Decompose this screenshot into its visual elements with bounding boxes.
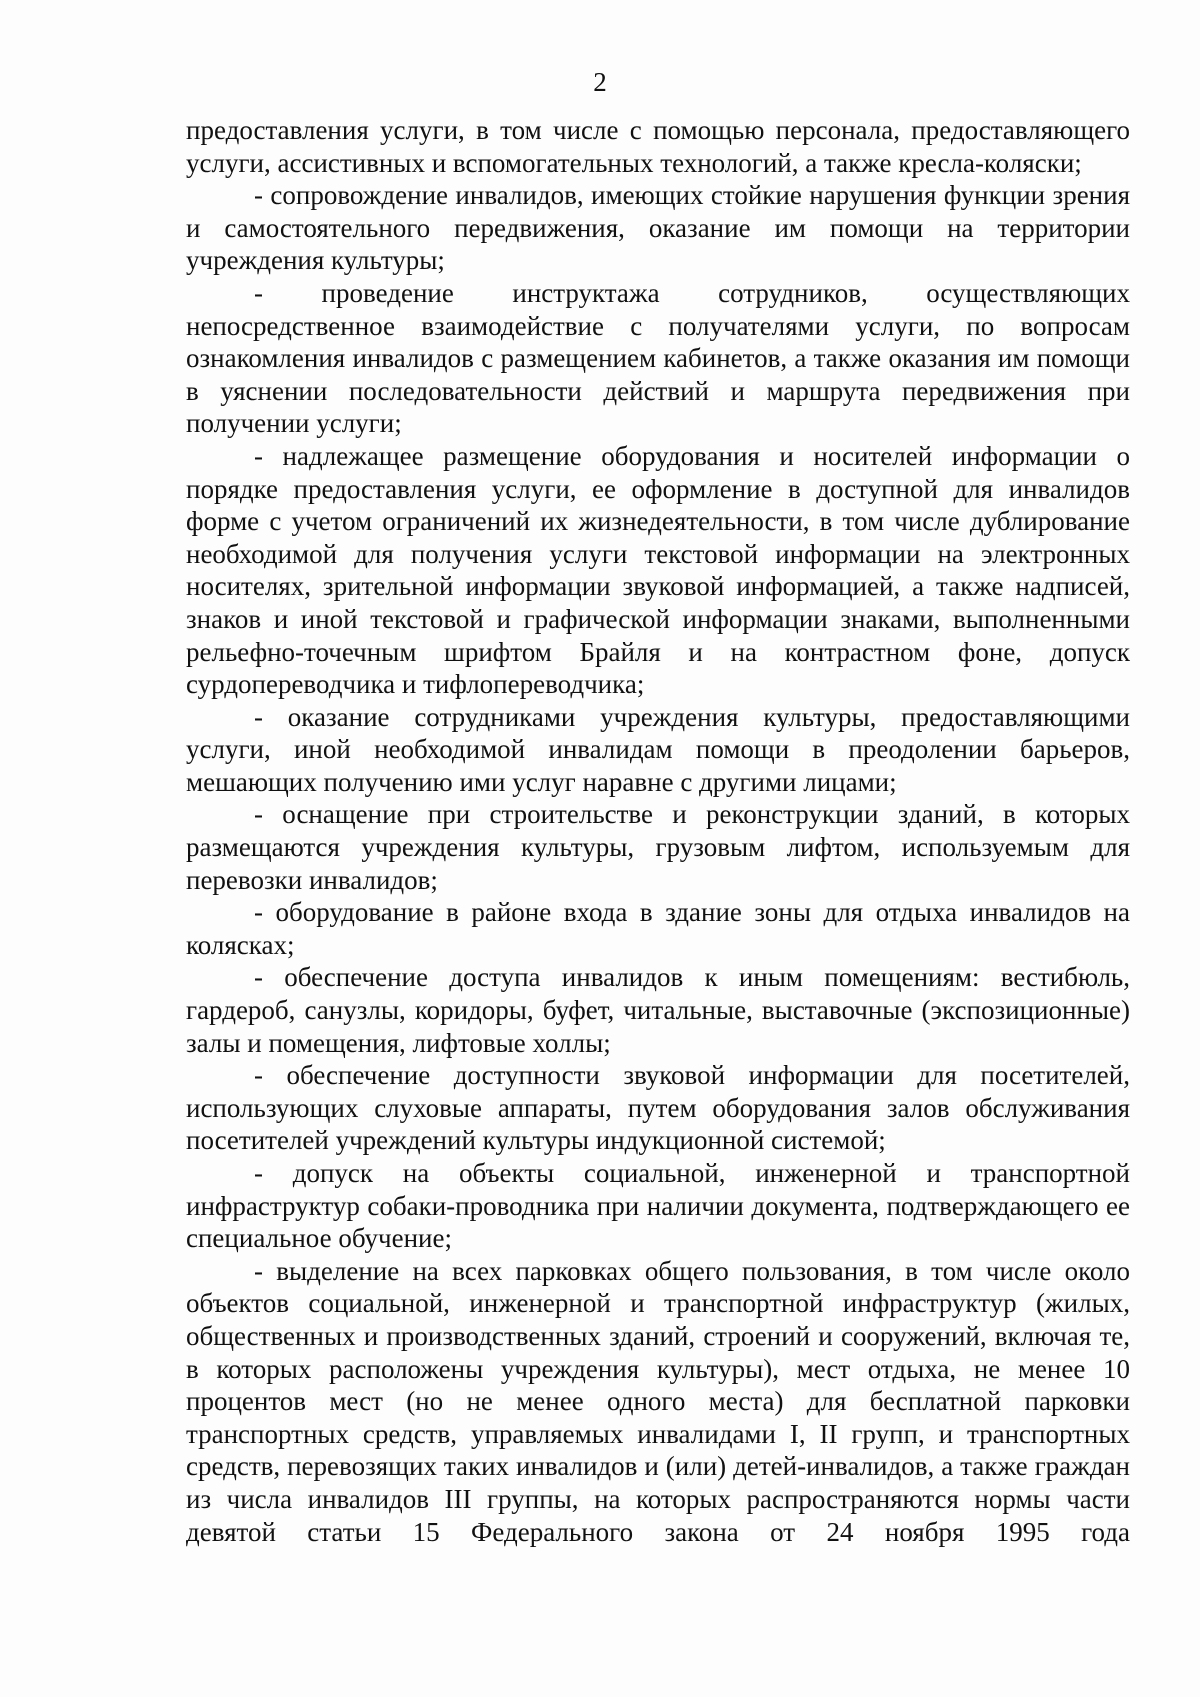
- paragraph-freight-elevator: - оснащение при строительстве и реконструкции зданий, в которых размещаются учреждения культуры, грузовым лифтом, используемым для перевозки инвалидов;: [186, 799, 1130, 895]
- paragraph-premises-access: - обеспечение доступа инвалидов к иным помещениям: вестибюль, гардероб, санузлы, коридоры, буфет, читальные, выставочные (экспозиционные) залы и помещения, лифтовые холлы;: [186, 962, 1130, 1058]
- paragraph-briefing: - проведение инструктажа сотрудников, осуществляющих непосредственное взаимодействие с получателями услуги, по вопросам ознакомления инвалидов с размещением кабинетов, а также оказания им помощи в уяснении последовательности действий и маршрута передвижения при получении услуги;: [186, 277, 1130, 439]
- paragraph-staff-assistance: - оказание сотрудниками учреждения культуры, предоставляющими услуги, иной необходимой инвалидам помощи в преодолении барьеров, мешающих получению ими услуг наравне с другими лицами;: [186, 701, 1130, 797]
- page-number: 2: [593, 67, 607, 97]
- document-body: [186, 114, 1130, 1548]
- paragraph-rest-zone: - оборудование в районе входа в здание зоны для отдыха инвалидов на колясках;: [186, 897, 1130, 960]
- paragraph-guide-dog: - допуск на объекты социальной, инженерной и транспортной инфраструктур собаки-проводника при наличии документа, подтверждающего ее специальное обучение;: [186, 1158, 1130, 1254]
- paragraph-sound-information: - обеспечение доступности звуковой информации для посетителей, использующих слуховые аппараты, путем оборудования залов обслуживания посетителей учреждений культуры индукционной системой;: [186, 1060, 1130, 1156]
- paragraph-escort: - сопровождение инвалидов, имеющих стойкие нарушения функции зрения и самостоятельного передвижения, оказание им помощи на территории учреждения культуры;: [186, 180, 1130, 276]
- paragraph-continuation: предоставления услуги, в том числе с помощью персонала, предоставляющего услуги, ассистивных и вспомогательных технологий, а также кресла-коляски;: [186, 115, 1130, 178]
- paragraph-parking: - выделение на всех парковках общего пользования, в том числе около объектов социальной, инженерной и транспортной инфраструктур (жилых, общественных и производственных зданий, строений и сооружений, включая те, в которых расположены учреждения культуры), мест отдыха, не менее 10 процентов мест (но не менее одного места) для бесплатной парковки транспортных средств, управляемых инвалидами I, II групп, и транспортных средств, перевозящих таких инвалидов и (или) детей-инвалидов, а также граждан из числа инвалидов III группы, на которых распространяются нормы части девятой статьи 15 Федерального закона от 24 ноября 1995 года: [186, 1255, 1130, 1547]
- paragraph-equipment-placement: - надлежащее размещение оборудования и носителей информации о порядке предоставления услуги, ее оформление в доступной для инвалидов форме с учетом ограничений их жизнедеятельности, в том числе дублирование необходимой для получения услуги текстовой информации на электронных носителях, зрительной информации звуковой информацией, а также надписей, знаков и иной текстовой и графической информации знаками, выполненными рельефно-точечным шрифтом Брайля и на контрастном фоне, допуск сурдопереводчика и тифлопереводчика;: [186, 440, 1130, 700]
